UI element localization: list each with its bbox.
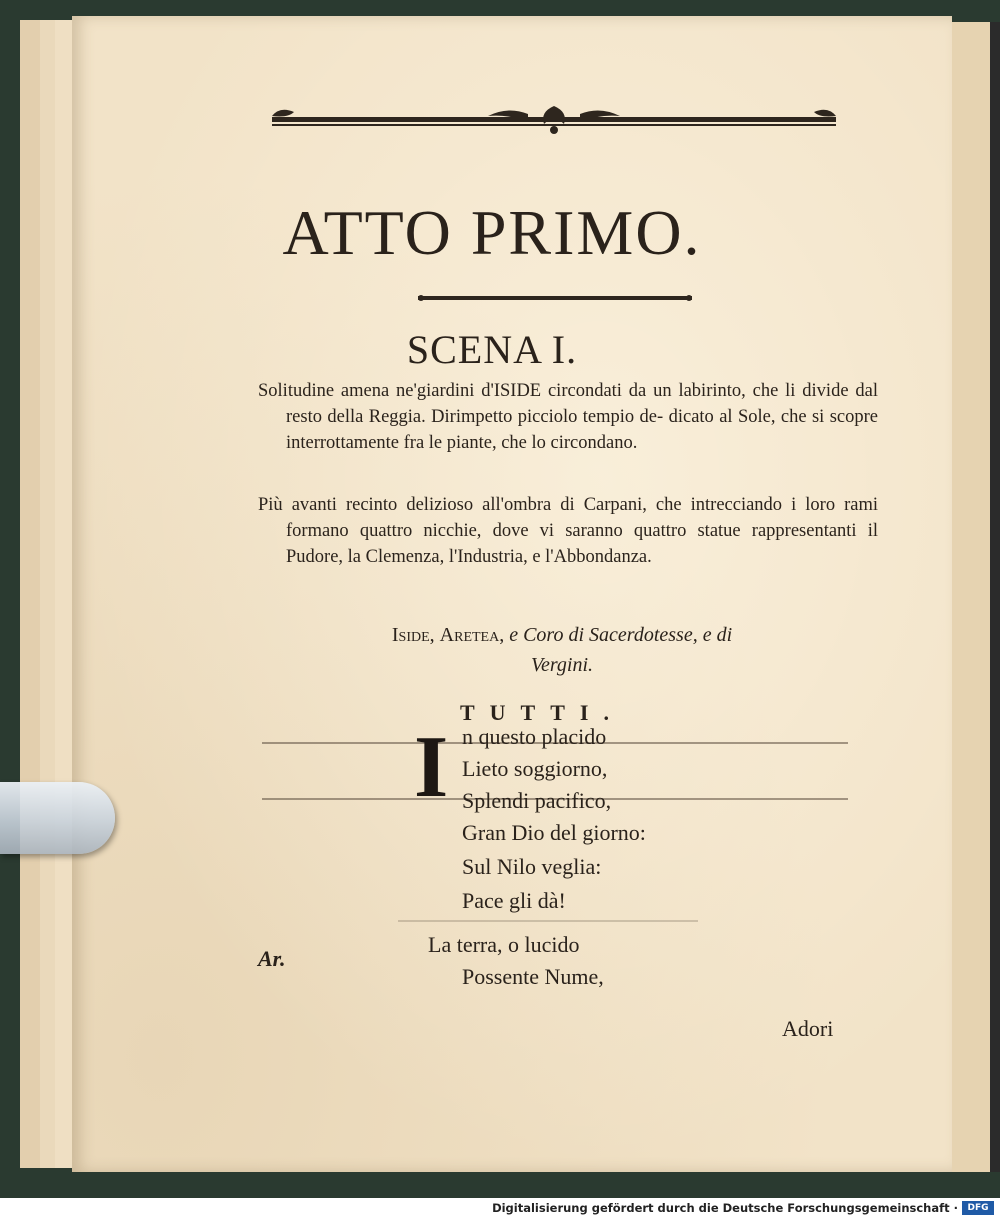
desc2-line2: i loro rami formano quattro nicchie, dove vi saranno quattro — [286, 495, 879, 541]
persona-aretea: Aretea, — [439, 624, 505, 646]
persona-iside: Iside, — [391, 624, 435, 646]
speaker-label: Ar. — [258, 946, 286, 971]
persona-rest-1: e Coro di Sacerdotesse, e di — [509, 624, 733, 646]
verse-line: Lieto soggiorno, — [462, 756, 608, 781]
persona-rest-2: Vergini. — [530, 654, 594, 676]
desc1-line2: li divide dal resto della Reggia. Dirimpetto picciolo tempio de- — [286, 381, 878, 427]
footer-credit: Digitalisierung gefördert durch die Deutsche Forschungsgemeinschaft · — [492, 1201, 958, 1215]
drop-cap: I — [414, 719, 449, 816]
desc1-line1b: circondati da un labirinto, che — [541, 381, 779, 401]
bleed-through-rule — [398, 920, 698, 922]
dfg-logo: DFG — [962, 1201, 994, 1215]
dramatis-personae — [332, 620, 792, 680]
desc1-line4: circondano. — [550, 433, 638, 453]
act-title: ATTO PRIMO. — [282, 197, 702, 268]
catchword: Adori — [782, 1016, 834, 1041]
speaker-verse: La terra, o lucido — [428, 932, 580, 957]
desc1-line3: dicato al Sole, che si scopre interrottamente fra le piante, che lo — [286, 407, 879, 453]
verse-line: Pace gli dà! — [462, 888, 566, 913]
desc1-line1-iside: ISIDE — [493, 381, 542, 401]
book-page — [72, 16, 952, 1172]
scene-title: SCENA I. — [406, 327, 578, 372]
scene-description-2 — [258, 492, 878, 570]
headpiece-ornament — [268, 102, 840, 138]
scene-description-1 — [258, 378, 878, 456]
desc2-line1: Più avanti recinto delizioso all'ombra di Carpani, che intrecciando — [258, 495, 783, 515]
binding-strip — [990, 22, 1000, 1172]
speaker-verse: Possente Nume, — [462, 964, 604, 989]
verse-line: Splendi pacifico, — [462, 788, 612, 813]
desc2-line4: l'Abbondanza. — [545, 547, 652, 567]
verse-line: Sul Nilo veglia: — [462, 854, 602, 879]
tutti-heading: TUTTI. — [460, 700, 624, 725]
page-holder-clip — [0, 782, 115, 854]
verse-line: Gran Dio del giorno: — [462, 820, 646, 845]
verse-line: n questo placido — [462, 724, 607, 749]
title-rule — [418, 294, 692, 302]
desc1-line1a: Solitudine amena ne'giardini d' — [258, 381, 494, 401]
desc2-line3: statue rappresentanti il Pudore, la Clemenza, l'Industria, e — [286, 521, 879, 567]
footer-bar — [0, 1198, 1000, 1219]
